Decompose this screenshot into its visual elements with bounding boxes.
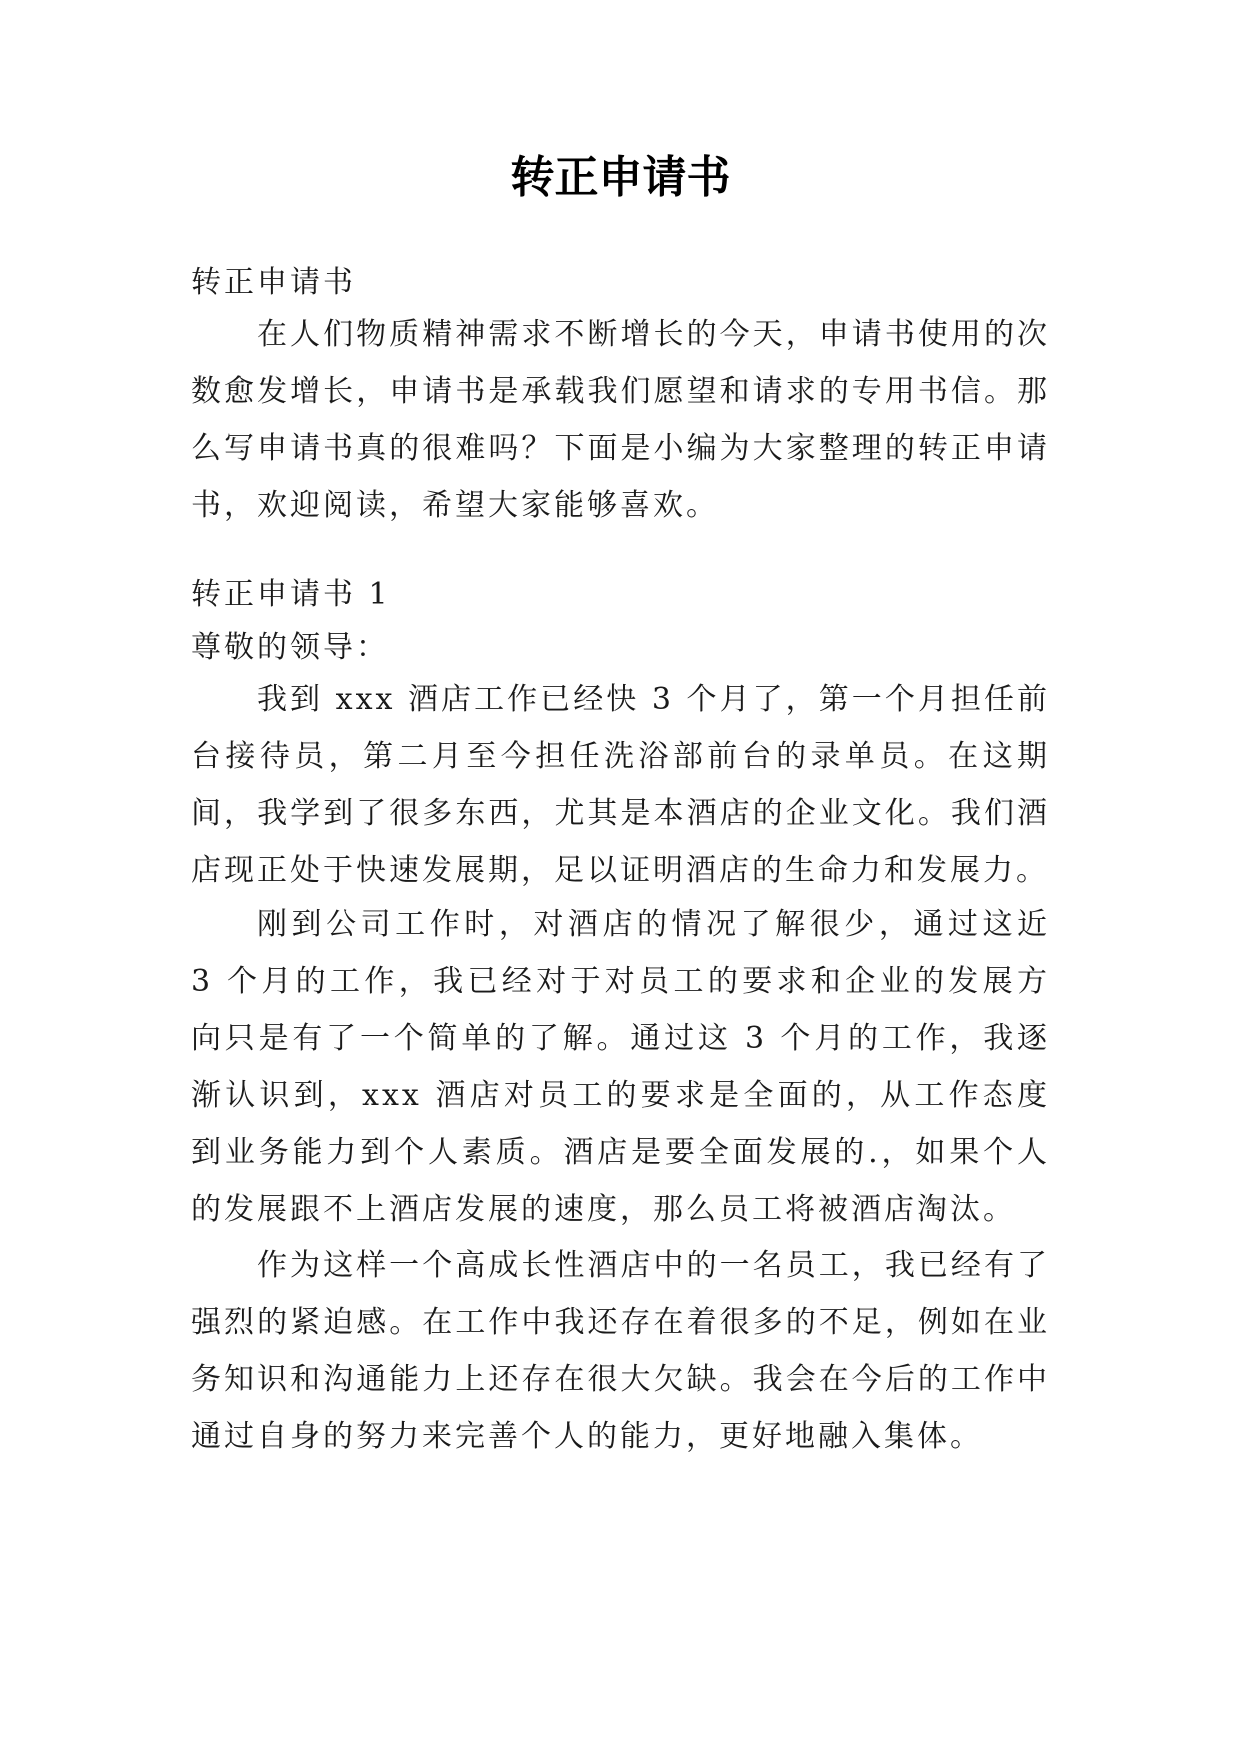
document-subtitle: 转正申请书 [191, 265, 356, 300]
body-paragraph-2: 刚到公司工作时，对酒店的情况了解很少，通过这近 3 个月的工作，我已经对于对员工的要求和企业的发展方向只是有了一个简单的了解。通过这 3 个月的工作，我逐渐认识到，xxx 酒店对员工的要求是全面的，从工作态度到业务能力到个人素质。酒店是要全面发展的.，如果个人的发展跟不上酒店发展的速度，那么员工将被酒店淘汰。 [191, 907, 1050, 1227]
intro-paragraph: 在人们物质精神需求不断增长的今天，申请书使用的次数愈发增长，申请书是承载我们愿望和请求的专用书信。那么写申请书真的很难吗？下面是小编为大家整理的转正申请书，欢迎阅读，希望大家能够喜欢。 [191, 317, 1050, 523]
body-paragraph-1: 我到 xxx 酒店工作已经快 3 个月了，第一个月担任前台接待员，第二月至今担任洗浴部前台的录单员。在这期间，我学到了很多东西，尤其是本酒店的企业文化。我们酒店现正处于快速发展期，足以证明酒店的生命力和发展力。 [191, 682, 1050, 888]
salutation: 尊敬的领导： [191, 630, 389, 665]
body-paragraph-3: 作为这样一个高成长性酒店中的一名员工，我已经有了强烈的紧迫感。在工作中我还存在着很多的不足，例如在业务知识和沟通能力上还存在很大欠缺。我会在今后的工作中通过自身的努力来完善个人的能力，更好地融入集体。 [191, 1248, 1050, 1454]
section-heading: 转正申请书 1 [191, 577, 391, 612]
document-title: 转正申请书 [510, 152, 731, 203]
